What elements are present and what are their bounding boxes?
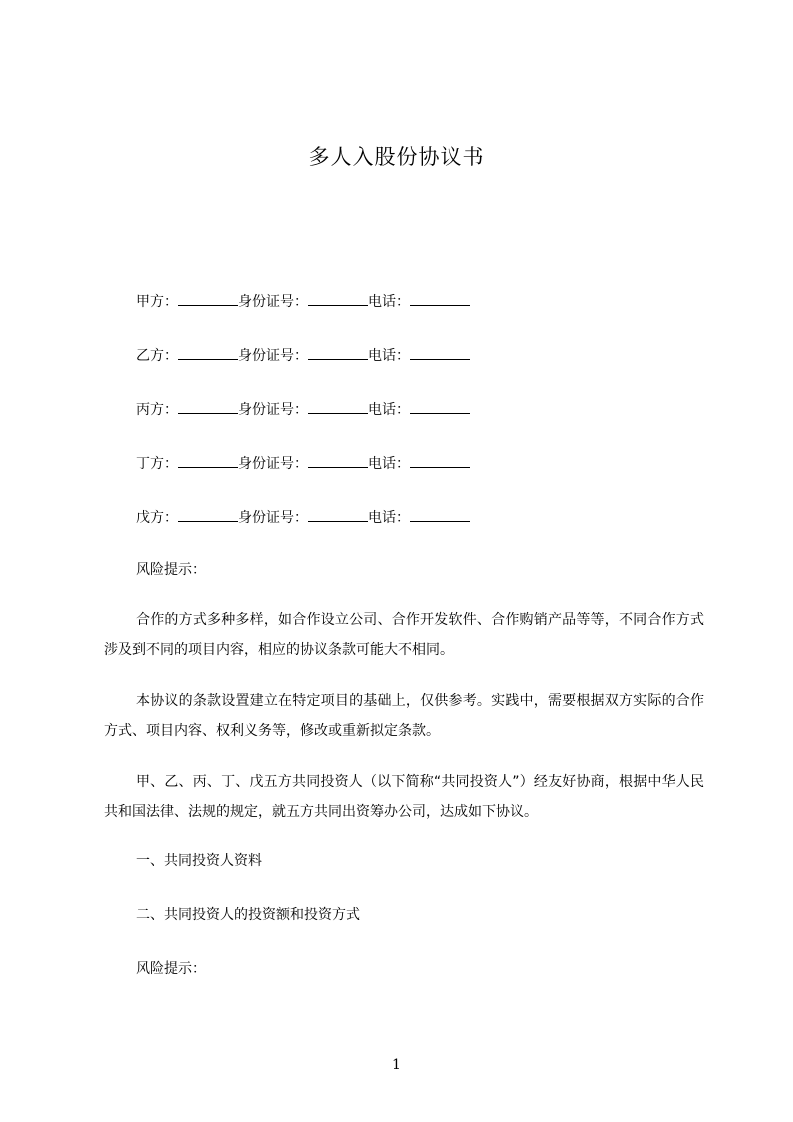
party-row-yi xyxy=(136,344,470,366)
paragraph: 甲、乙、丙、丁、戊五方共同投资人（以下简称“共同投资人”）经友好协商，根据中华人民共和国法律、法规的规定，就五方共同出资筹办公司，达成如下协议。 xyxy=(104,774,704,820)
party-name-blank xyxy=(178,398,238,414)
phone-blank xyxy=(410,452,470,468)
party-name-blank xyxy=(178,290,238,306)
document-title: 多人入股份协议书 xyxy=(308,145,485,169)
party-row-ding xyxy=(136,452,470,474)
risk-heading: 风险提示： xyxy=(136,562,206,578)
id-blank xyxy=(308,506,368,522)
phone-label: 电话： xyxy=(368,402,410,418)
party-name-blank xyxy=(178,344,238,360)
party-name: 戊方： xyxy=(136,510,178,526)
phone-label: 电话： xyxy=(368,294,410,310)
party-row-jia xyxy=(136,290,470,312)
id-blank xyxy=(308,344,368,360)
paragraph: 合作的方式多种多样，如合作设立公司、合作开发软件、合作购销产品等等，不同合作方式涉及到不同的项目内容，相应的协议条款可能大不相同。 xyxy=(104,612,704,658)
party-name-blank xyxy=(178,452,238,468)
id-label: 身份证号： xyxy=(238,294,308,310)
phone-label: 电话： xyxy=(368,456,410,472)
id-blank xyxy=(308,452,368,468)
id-label: 身份证号： xyxy=(238,402,308,418)
party-row-bing xyxy=(136,398,470,420)
party-name: 甲方： xyxy=(136,294,178,310)
party-row-wu xyxy=(136,506,470,528)
phone-blank xyxy=(410,344,470,360)
phone-label: 电话： xyxy=(368,348,410,364)
party-name: 丁方： xyxy=(136,456,178,472)
phone-blank xyxy=(410,398,470,414)
party-name: 丙方： xyxy=(136,402,178,418)
id-blank xyxy=(308,290,368,306)
risk-heading: 风险提示： xyxy=(136,961,206,977)
party-name: 乙方： xyxy=(136,348,178,364)
phone-blank xyxy=(410,290,470,306)
section-heading: 二、共同投资人的投资额和投资方式 xyxy=(136,907,360,923)
id-blank xyxy=(308,398,368,414)
paragraph: 本协议的条款设置建立在特定项目的基础上，仅供参考。实践中，需要根据双方实际的合作方式、项目内容、权利义务等，修改或重新拟定条款。 xyxy=(104,693,704,739)
phone-label: 电话： xyxy=(368,510,410,526)
id-label: 身份证号： xyxy=(238,348,308,364)
section-heading: 一、共同投资人资料 xyxy=(136,853,262,869)
id-label: 身份证号： xyxy=(238,510,308,526)
party-name-blank xyxy=(178,506,238,522)
phone-blank xyxy=(410,506,470,522)
page-number: 1 xyxy=(392,1057,401,1073)
id-label: 身份证号： xyxy=(238,456,308,472)
